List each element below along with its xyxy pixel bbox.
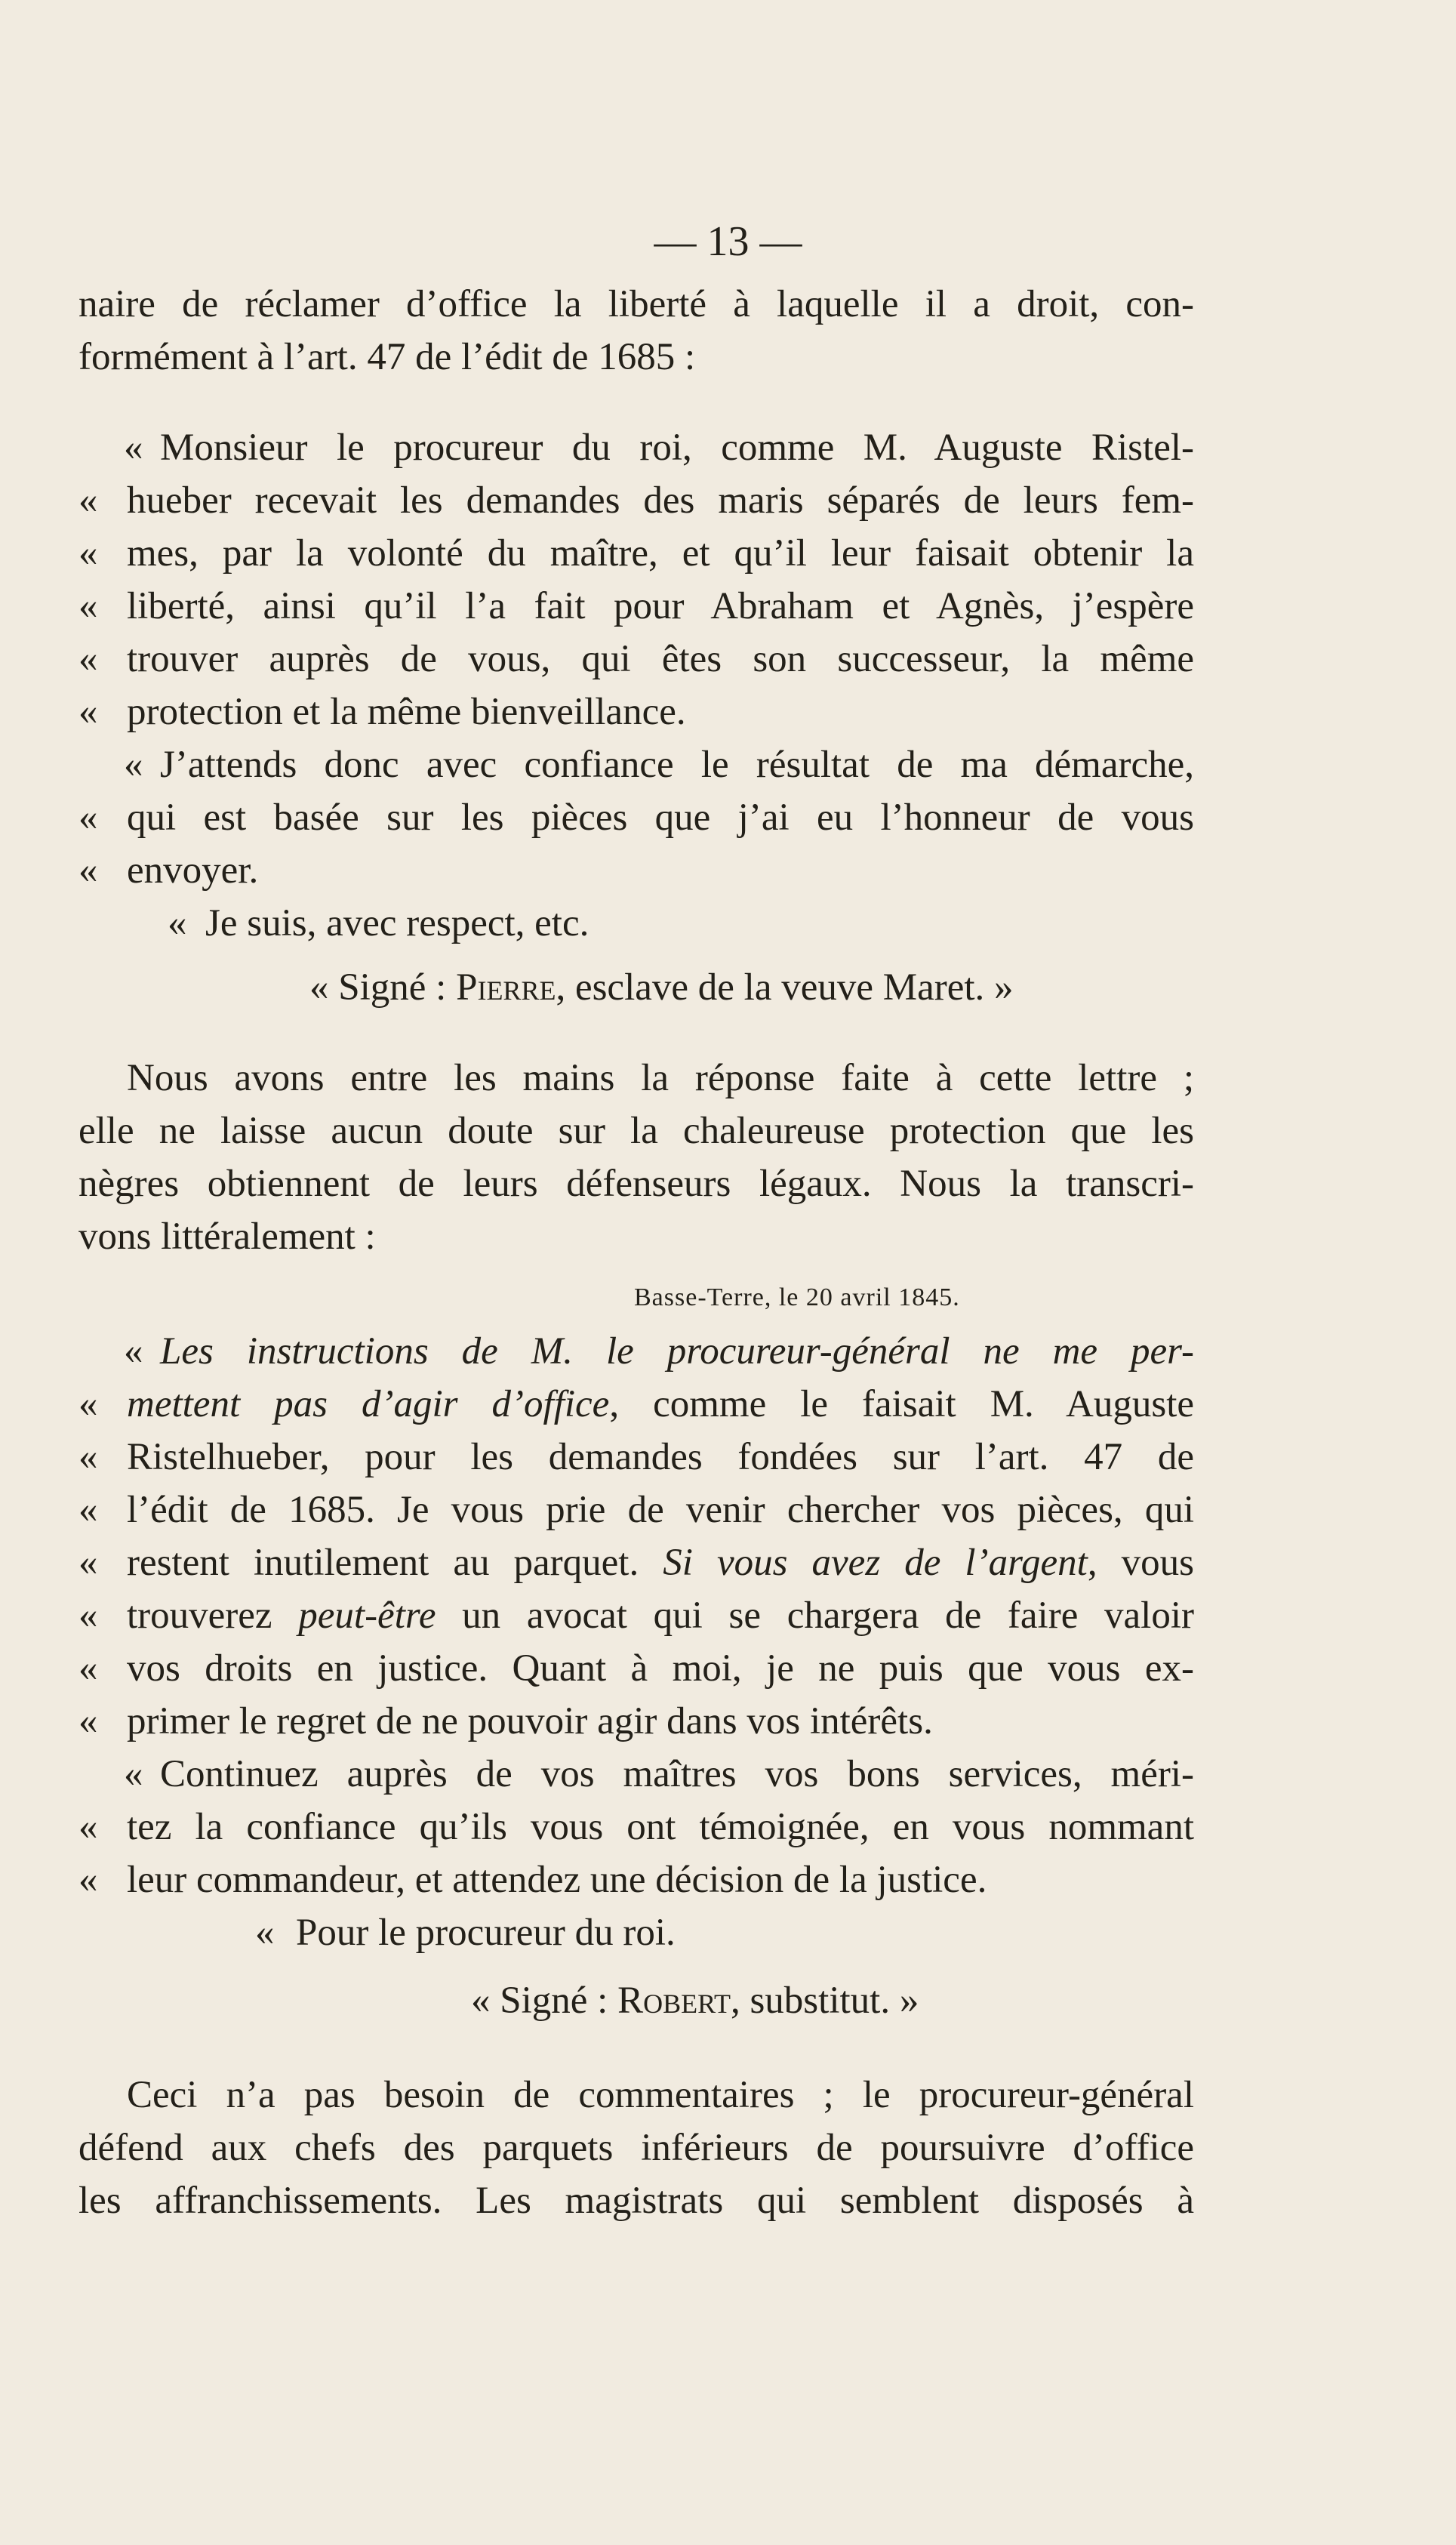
quote-mark: « [78,1859,98,1901]
italic-text: peut-être [298,1594,436,1637]
signature-suffix: , esclave de la veuve Maret. [556,966,985,1009]
signature-suffix: , substitut. [730,1980,891,2022]
text-line: Ceci n’a pas besoin de commentaires ; le procureur-général [127,2074,1194,2116]
signature-name: Robert [617,1980,731,2022]
text-line: liberté, ainsi qu’il l’a fait pour Abraham et Agnès, j’espère [127,585,1194,627]
quote-mark: « [78,1542,98,1584]
text-line: trouver auprès de vous, qui êtes son successeur, la même [127,638,1194,680]
quote-mark: « [78,532,98,575]
text-line: trouverez peut-être un avocat qui se chargera de faire valoir [127,1594,1195,1637]
quote-mark: « [78,1594,98,1637]
text-line: envoyer. [127,849,259,892]
signature-line [471,1978,1194,2023]
quote-mark: « [78,585,98,627]
text-line: J’attends donc avec confiance le résultat de ma démarche, [160,744,1194,786]
quote-mark: » [994,966,1014,1009]
quote-mark: « [78,1700,98,1742]
text-line: Pour le procureur du roi. [296,1912,676,1954]
text-line: primer le regret de ne pouvoir agir dans vos intérêts. [127,1700,933,1742]
quote-mark: « [78,1647,98,1690]
text-line: protection et la même bienveillance. [127,691,686,733]
quote-mark: « [168,902,187,944]
text-line: Nous avons entre les mains la réponse faite à cette lettre ; [127,1057,1194,1099]
text-line: défend aux chefs des parquets inférieurs de poursuivre d’office [78,2127,1194,2169]
text-line: vons littéralement : [78,1215,376,1258]
quote-mark: « [124,1753,143,1795]
text-line: hueber recevait les demandes des maris séparés de leurs fem- [127,479,1194,522]
text-line: Les instructions de M. le procureur-général ne me per- [160,1330,1194,1373]
text-line: restent inutilement au parquet. Si vous avez de l’argent, vous [127,1542,1194,1584]
text-line: Je suis, avec respect, etc. [205,902,589,944]
text-line: les affranchissements. Les magistrats qui semblent disposés à [78,2180,1194,2222]
italic-text: Si vous avez de l’argent [663,1542,1088,1584]
quote-mark: « [255,1912,275,1954]
text-line: formément à l’art. 47 de l’édit de 1685 : [78,336,696,378]
quote-mark: « [309,966,329,1009]
quote-mark: « [124,1330,143,1373]
quote-mark: « [78,691,98,733]
text-line: mes, par la volonté du maître, et qu’il leur faisait obtenir la [127,532,1194,575]
text-line: Ristelhueber, pour les demandes fondées sur l’art. 47 de [127,1436,1194,1478]
quote-mark: « [78,1806,98,1848]
quote-mark: « [124,427,143,469]
quote-mark: « [78,849,98,892]
italic-text: mettent pas d’agir d’office [127,1383,610,1425]
text-line: nègres obtiennent de leurs défenseurs légaux. Nous la transcri- [78,1163,1194,1205]
text-line: qui est basée sur les pièces que j’ai eu l’honneur de vous [127,796,1194,839]
page-number: — 13 — [654,218,802,265]
text-line: l’édit de 1685. Je vous prie de venir chercher vos pièces, qui [127,1489,1194,1531]
quote-mark: « [471,1980,491,2022]
text-line: mettent pas d’agir d’office, comme le faisait M. Auguste [127,1383,1194,1425]
quote-mark: « [78,638,98,680]
signature-name: Pierre [456,966,556,1009]
quote-mark: « [124,744,143,786]
text-line: leur commandeur, et attendez une décision de la justice. [127,1859,987,1901]
text-line: elle ne laisse aucun doute sur la chaleureuse protection que les [78,1110,1194,1152]
text-line: Continuez auprès de vos maîtres vos bons services, méri- [160,1753,1194,1795]
dateline: Basse-Terre, le 20 avril 1845. [634,1283,960,1311]
quote-mark: « [78,796,98,839]
text-line: tez la confiance qu’ils vous ont témoignée, en vous nommant [127,1806,1194,1848]
quote-mark: « [78,479,98,522]
text-line: vos droits en justice. Quant à moi, je ne puis que vous ex- [127,1647,1194,1690]
signature-prefix: Signé : [500,1980,618,2022]
quote-mark: » [899,1980,919,2022]
text-line: Monsieur le procureur du roi, comme M. Auguste Ristel- [160,427,1194,469]
quote-mark: « [78,1383,98,1425]
quote-mark: « [78,1489,98,1531]
signature-prefix: Signé : [338,966,457,1009]
signature-line [309,965,1194,1010]
quote-mark: « [78,1436,98,1478]
text-line: naire de réclamer d’office la liberté à laquelle il a droit, con- [78,283,1194,325]
